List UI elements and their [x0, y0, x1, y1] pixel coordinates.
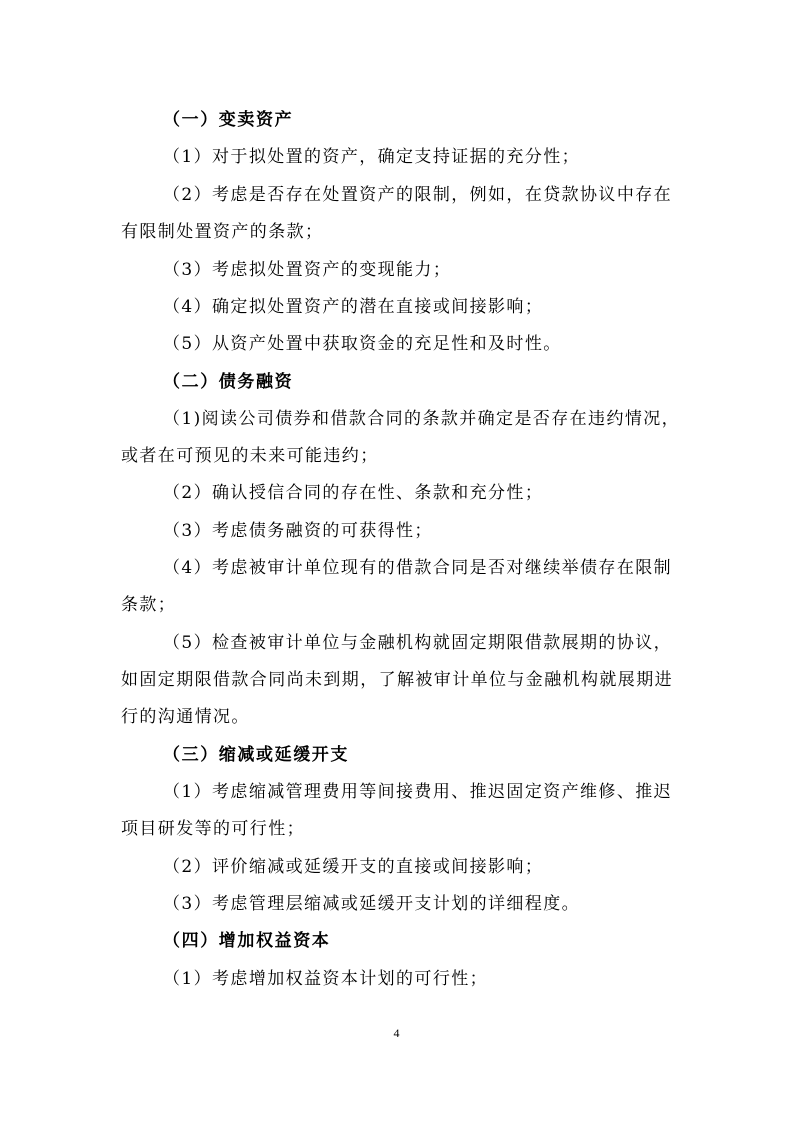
- paragraph-line: 如固定期限借款合同尚未到期，了解被审计单位与金融机构就展期进: [121, 670, 673, 690]
- paragraph-line: 有限制处置资产的条款；: [121, 222, 324, 242]
- paragraph-line: 条款；: [121, 595, 177, 615]
- paragraph-line: 或者在可预见的未来可能违约；: [121, 446, 379, 466]
- paragraph-line: （1)阅读公司债券和借款合同的条款并确定是否存在违约情况，: [163, 409, 681, 429]
- paragraph-line: （3）考虑拟处置资产的变现能力；: [163, 260, 452, 280]
- paragraph-line: （2）确认授信合同的存在性、条款和充分性；: [163, 483, 544, 503]
- paragraph-line: （2）评价缩减或延缓开支的直接或间接影响；: [163, 857, 544, 877]
- paragraph-line: （1）考虑增加权益资本计划的可行性；: [163, 969, 489, 989]
- paragraph-line: （4）确定拟处置资产的潜在直接或间接影响；: [163, 297, 544, 317]
- paragraph-line: 项目研发等的可行性；: [121, 819, 305, 839]
- paragraph-line: （1）考虑缩减管理费用等间接费用、推迟固定资产维修、推迟: [163, 782, 673, 802]
- paragraph-line: （5）从资产处置中获取资金的充足性和及时性。: [163, 334, 562, 354]
- section-heading-4: （四）增加权益资本: [163, 931, 331, 951]
- paragraph-line: （3）考虑管理层缩减或延缓开支计划的详细程度。: [163, 894, 581, 914]
- paragraph-line: （4）考虑被审计单位现有的借款合同是否对继续举债存在限制: [163, 558, 673, 578]
- paragraph-line: （3）考虑债务融资的可获得性；: [163, 521, 433, 541]
- paragraph-line: 行的沟通情况。: [121, 707, 250, 727]
- paragraph-line: （2）考虑是否存在处置资产的限制，例如，在贷款协议中存在: [163, 185, 673, 205]
- paragraph-line: （5）检查被审计单位与金融机构就固定期限借款展期的协议，: [163, 633, 673, 653]
- section-heading-3: （三）缩减或延缓开支: [163, 745, 349, 765]
- page-number: 4: [393, 1026, 400, 1040]
- section-heading-2: （二）债务融资: [163, 372, 294, 392]
- section-heading-1: （一）变卖资产: [163, 110, 294, 130]
- paragraph-line: （1）对于拟处置的资产，确定支持证据的充分性；: [163, 147, 581, 167]
